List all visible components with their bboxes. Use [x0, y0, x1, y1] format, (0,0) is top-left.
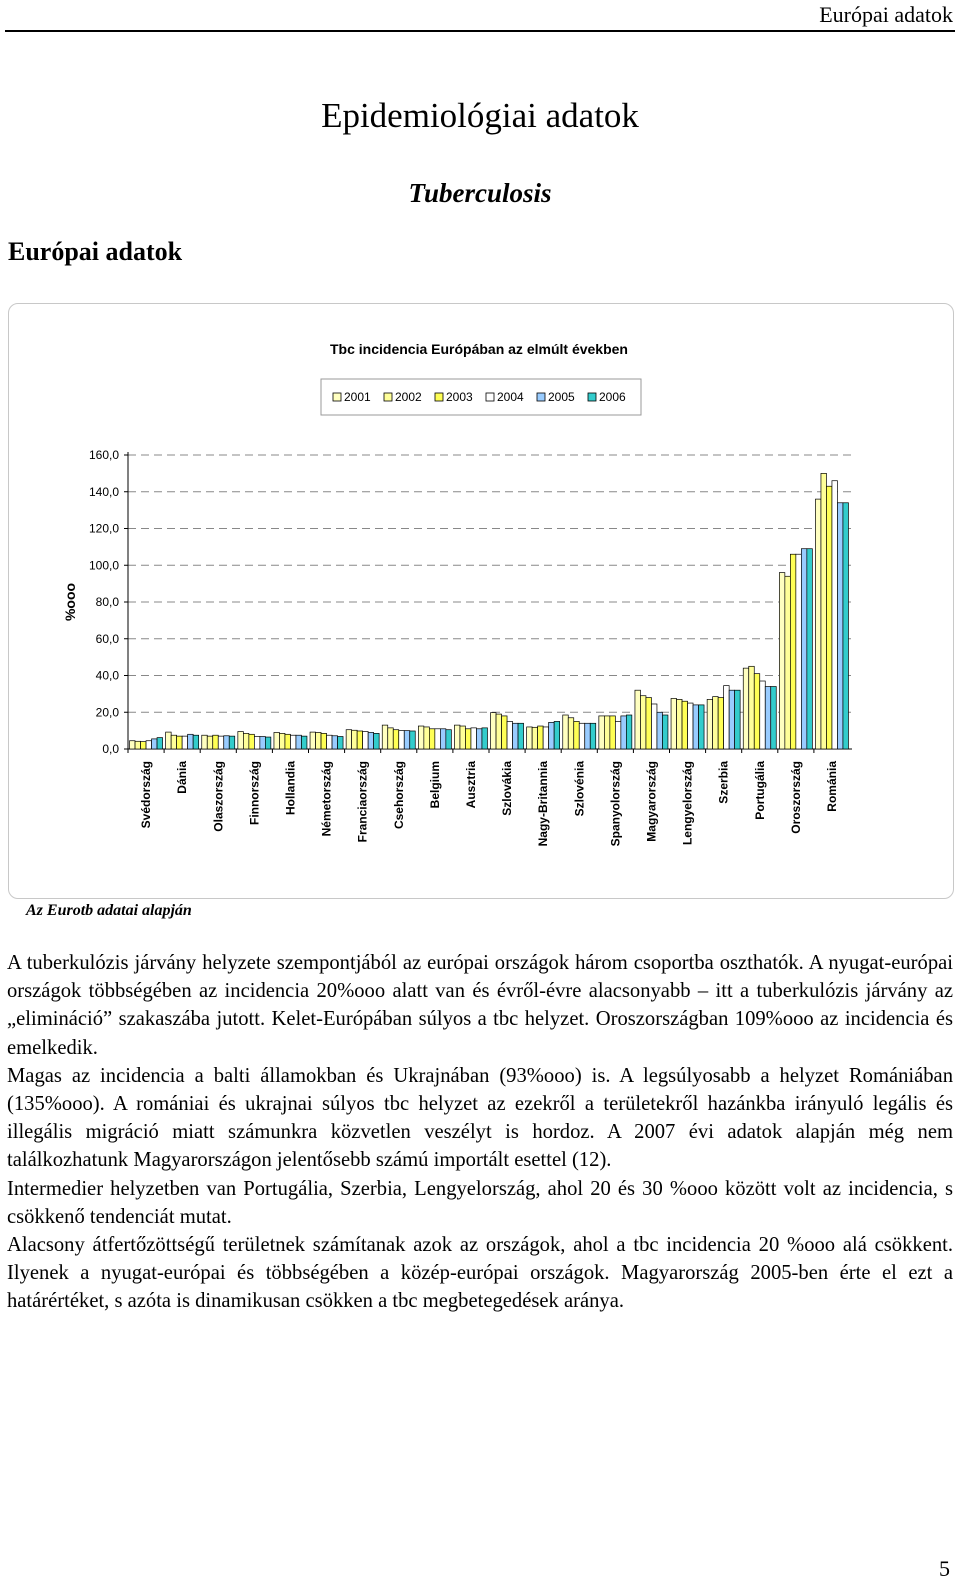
bar — [429, 729, 435, 749]
x-tick-label: Spanyolország — [608, 761, 623, 847]
bar — [765, 687, 771, 749]
bar — [543, 727, 549, 749]
section-heading: Európai adatok — [8, 237, 183, 266]
bar — [224, 736, 230, 749]
bar — [688, 703, 694, 749]
bar — [779, 573, 785, 749]
bar — [796, 554, 802, 749]
bar — [579, 723, 585, 749]
bar — [218, 736, 224, 749]
bar — [424, 727, 430, 749]
bar — [332, 736, 338, 749]
bar — [662, 715, 668, 749]
bar — [574, 721, 580, 749]
bar — [502, 716, 508, 749]
x-tick-label: Románia — [824, 761, 839, 812]
bar — [507, 721, 513, 749]
bar — [527, 727, 533, 749]
bar — [182, 736, 188, 749]
bar — [640, 696, 646, 749]
bar — [729, 690, 735, 749]
bar — [130, 741, 136, 749]
y-tick-label: 160,0 — [88, 448, 119, 462]
bar — [713, 697, 719, 749]
bar — [790, 554, 796, 749]
bar — [346, 730, 352, 749]
x-tick-label: Svédország — [139, 761, 154, 829]
y-tick-label: 100,0 — [88, 558, 119, 573]
bar — [404, 731, 410, 749]
bar — [646, 698, 652, 749]
legend-label: 2005 — [548, 390, 575, 404]
bar — [724, 686, 730, 749]
bar — [171, 735, 177, 749]
bar — [760, 681, 766, 749]
bar — [538, 726, 544, 749]
x-tick-label: Hollandia — [283, 761, 298, 816]
bar — [135, 741, 141, 749]
x-tick-label: Franciaország — [355, 761, 370, 843]
page-subtitle: Tuberculosis — [408, 178, 552, 208]
bar — [265, 737, 271, 749]
bar — [166, 732, 172, 749]
bar — [699, 705, 705, 749]
bar — [399, 731, 405, 749]
legend-swatch — [486, 393, 494, 401]
running-title: Európai adatok — [819, 2, 953, 27]
bar — [254, 737, 260, 749]
bar — [454, 725, 460, 749]
bar — [491, 713, 497, 749]
bar — [718, 698, 724, 749]
x-tick-label: Nagy-Britannia — [536, 761, 551, 847]
legend-swatch — [588, 393, 596, 401]
bar — [482, 728, 488, 749]
bar — [363, 732, 369, 749]
legend-swatch — [537, 393, 545, 401]
bar — [327, 735, 333, 749]
bar — [471, 728, 477, 749]
bar — [418, 726, 424, 749]
legend-swatch — [333, 393, 341, 401]
bar — [382, 725, 388, 749]
bar — [238, 732, 244, 749]
bar — [801, 549, 807, 749]
paragraph: Intermedier helyzetben van Portugália, Szerbia, Lengyelország, ahol 20 és 30 %ooo között volt az incidencia, s csökkenő tendenciát mutat. — [7, 1177, 953, 1228]
bar — [693, 705, 699, 749]
bar — [476, 729, 482, 749]
bar — [357, 731, 363, 749]
page-title: Epidemiológiai adatok — [321, 96, 639, 135]
y-tick-label: 140,0 — [88, 484, 119, 499]
legend-label: 2006 — [599, 390, 626, 404]
bar — [285, 734, 291, 749]
bar — [301, 736, 307, 749]
x-tick-label: Belgium — [427, 761, 442, 809]
bar — [707, 699, 713, 749]
bar — [368, 732, 374, 749]
bar — [837, 503, 843, 749]
bar — [554, 721, 560, 749]
legend-label: 2002 — [395, 390, 422, 404]
bar — [202, 735, 208, 749]
x-tick-label: Finnország — [247, 761, 262, 826]
x-tick-label: Oroszország — [788, 761, 803, 834]
x-tick-label: Csehország — [391, 761, 406, 830]
y-tick-label: 80,0 — [95, 595, 119, 609]
bar — [743, 668, 749, 749]
source-note: Az Eurotb adatai alapján — [26, 902, 192, 919]
bar — [296, 735, 302, 749]
bar — [671, 698, 677, 749]
bar — [260, 737, 266, 749]
bar — [532, 727, 538, 749]
legend-swatch — [435, 393, 443, 401]
bar — [513, 723, 519, 749]
bar — [279, 733, 285, 749]
bar — [621, 716, 627, 749]
bar — [815, 499, 821, 749]
x-tick-label: Németország — [319, 761, 334, 837]
legend-label: 2004 — [497, 390, 524, 404]
x-tick-label: Ausztria — [463, 761, 478, 809]
bar — [229, 736, 235, 749]
body-text — [7, 949, 953, 1316]
bar — [785, 576, 791, 749]
bar — [754, 674, 760, 749]
bar — [826, 486, 832, 749]
bar — [316, 732, 322, 749]
bar — [141, 742, 147, 749]
bar — [590, 723, 596, 749]
x-tick-label: Portugália — [752, 761, 767, 820]
y-tick-label: 40,0 — [95, 668, 119, 683]
bar — [657, 712, 663, 749]
bar — [549, 722, 555, 749]
bar — [843, 503, 849, 749]
bar — [152, 739, 158, 749]
bar — [193, 735, 199, 749]
bar — [610, 716, 616, 749]
page-header — [5, 0, 955, 32]
bar — [626, 715, 632, 749]
y-tick-label: 0,0 — [102, 742, 119, 756]
paragraph: A tuberkulózis járvány helyzete szempontjából az európai országok három csoportba oszthatók. A nyugat-európai országok többségében az incidencia 20%ooo alatt van és évről-évre alacsonyabb – itt a tuberkulózis járvány az „elimináció” szakaszába jutott. Kelet-Európában súlyos a tbc helyzet. Oroszországban 109%ooo az incidencia és emelkedik. — [7, 952, 953, 1059]
chart-container — [8, 303, 954, 899]
bar — [243, 733, 249, 749]
bar — [207, 736, 213, 749]
paragraph: Alacsony átfertőzöttségű területnek számítanak azok az országok, ahol a tbc incidencia 20 %ooo alá csökkent. Ilyenek a nyugat-európai és többségében a közép-európai országok. Magyarország 2005-ben érte el ezt a határértéket, s azóta is dinamikusan csökken a tbc megbetegedések aránya. — [7, 1234, 953, 1313]
bar — [599, 716, 605, 749]
bar — [749, 666, 755, 749]
bar — [393, 730, 399, 749]
bar — [435, 729, 441, 749]
page-number: 5 — [939, 1556, 950, 1581]
bar — [213, 735, 219, 749]
chart-title: Tbc incidencia Európában az elmúlt években — [330, 341, 628, 357]
x-tick-label: Olaszország — [211, 761, 226, 832]
legend-label: 2001 — [344, 390, 371, 404]
bar — [604, 716, 610, 749]
bar — [177, 736, 183, 749]
y-axis-label: %ooo — [62, 582, 78, 622]
bar — [735, 690, 741, 749]
bar — [460, 726, 466, 749]
bar — [832, 481, 838, 749]
bar — [821, 473, 827, 749]
bar — [157, 738, 163, 749]
bar — [651, 704, 657, 749]
x-tick-label: Szlovénia — [572, 761, 587, 817]
bar — [585, 723, 591, 749]
bar — [321, 733, 327, 749]
bar — [635, 690, 641, 749]
y-tick-label: 60,0 — [95, 631, 119, 646]
bar — [518, 723, 524, 749]
bar — [440, 729, 446, 749]
bar — [465, 729, 471, 749]
x-tick-label: Lengyelország — [680, 761, 695, 846]
bar — [290, 735, 296, 749]
bar — [338, 737, 344, 749]
x-tick-label: Magyarország — [644, 761, 659, 842]
bar — [677, 699, 683, 749]
paragraph: Magas az incidencia a balti államokban és Ukrajnában (93%ooo) is. A legsúlyosabb a helyzet Romániában (135%ooo). A romániai és ukrajnai súlyos tbc helyzet az ezekről a területekről hazánkba irányuló legális és illegális migráció miatt számunkra közvetlen veszélyt is hordoz. A 2007 évi adatok alapján még nem találkozhatunk Magyarországon jelentősebb számú importált esettel (12). — [7, 1064, 953, 1172]
y-tick-label: 120,0 — [88, 521, 119, 536]
bar — [188, 734, 194, 749]
bar — [807, 549, 813, 749]
bar — [682, 701, 688, 749]
bar — [352, 730, 358, 749]
bar — [249, 734, 255, 749]
bar — [771, 687, 777, 749]
x-tick-label: Dánia — [175, 761, 190, 794]
bar — [615, 721, 621, 749]
bar — [410, 731, 416, 749]
bar — [496, 714, 502, 749]
legend-label: 2003 — [446, 390, 473, 404]
bar — [374, 733, 380, 749]
y-tick-label: 20,0 — [95, 705, 119, 720]
bar — [274, 732, 280, 749]
x-tick-label: Szerbia — [716, 761, 731, 804]
incidence-chart — [9, 304, 953, 898]
bar — [446, 730, 452, 749]
bar — [388, 728, 394, 749]
legend-swatch — [384, 393, 392, 401]
x-tick-label: Szlovákia — [500, 761, 515, 816]
bar — [310, 732, 316, 749]
bar — [563, 715, 569, 749]
bar — [146, 741, 152, 749]
bar — [568, 718, 574, 749]
